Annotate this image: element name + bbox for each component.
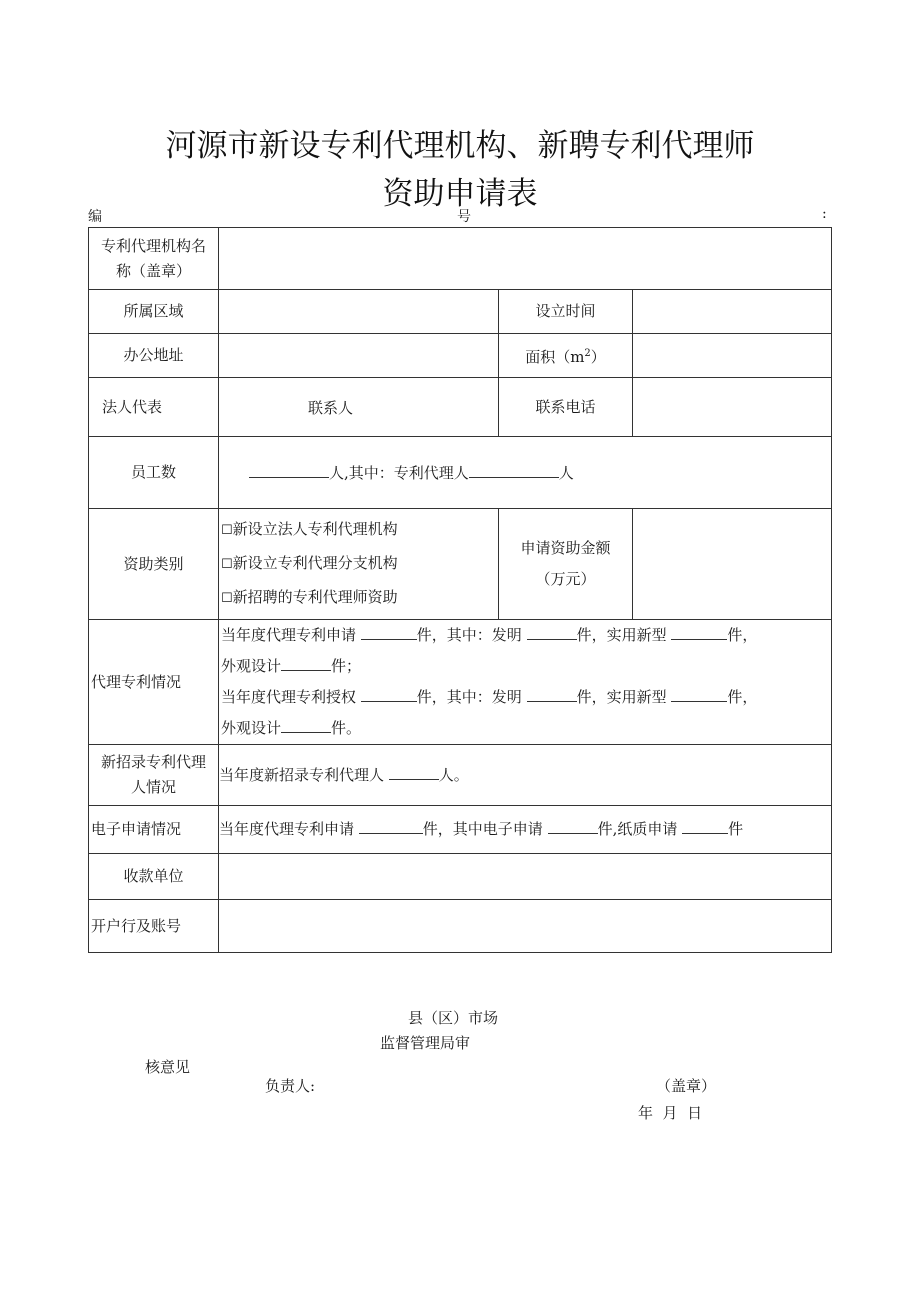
funding-type-label: 资助类别 <box>89 509 219 620</box>
date-label: 年 月 日 <box>638 1104 703 1122</box>
payee-field[interactable] <box>219 854 832 900</box>
serial-label-middle: 号 <box>457 209 471 225</box>
patent-label: 代理专利情况 <box>89 620 219 745</box>
checkbox-icon: ☐ <box>221 523 233 538</box>
established-field[interactable] <box>633 290 832 334</box>
established-label: 设立时间 <box>499 290 633 334</box>
option-new-branch[interactable]: ☐新设立专利代理分支机构 <box>221 554 398 572</box>
address-label: 办公地址 <box>89 334 219 378</box>
address-field[interactable] <box>219 334 499 378</box>
option-new-legal-agency[interactable]: ☐新设立法人专利代理机构 <box>221 520 398 538</box>
region-field[interactable] <box>219 290 499 334</box>
staff-field[interactable]: 人,其中：专利代理人 人 <box>219 437 832 509</box>
patent-field[interactable]: 当年度代理专利申请 件，其中：发明 件，实用新型 件， 外观设计 件； 当年度代理专利授权 件，其中：发明 件，实用新型 件， 外观设计 件。 <box>219 620 832 745</box>
serial-label-right: : <box>822 206 827 222</box>
amount-field[interactable] <box>633 509 832 620</box>
funding-type-options <box>219 509 499 620</box>
serial-number-row <box>88 206 830 226</box>
region-label: 所属区域 <box>89 290 219 334</box>
legal-rep-label: 法人代表 <box>89 378 219 437</box>
staff-label: 员工数 <box>89 437 219 509</box>
agency-name-label: 专利代理机构名 称（盖章） <box>89 228 219 290</box>
agency-name-field[interactable] <box>219 228 832 290</box>
responsible-label: 负责人: <box>265 1077 316 1095</box>
bank-field[interactable] <box>219 900 832 953</box>
review-line1: 县（区）市场 <box>408 1009 499 1027</box>
option-new-agent-hire[interactable]: ☐新招聘的专利代理师资助 <box>221 588 398 606</box>
e-apply-field[interactable]: 当年度代理专利申请 件，其中电子申请 件,纸质申请 件 <box>219 806 832 854</box>
phone-field[interactable] <box>633 378 832 437</box>
e-apply-label: 电子申请情况 <box>89 806 219 854</box>
form-title-line1: 河源市新设专利代理机构、新聘专利代理师 <box>165 128 755 164</box>
phone-label: 联系电话 <box>499 378 633 437</box>
contact-label: 联系人 <box>219 378 499 437</box>
review-line3: 核意见 <box>145 1058 191 1076</box>
new-agent-label: 新招录专利代理 人情况 <box>89 745 219 806</box>
application-form-table <box>88 227 832 953</box>
new-agent-field[interactable]: 当年度新招录专利代理人 人。 <box>219 745 832 806</box>
form-title-line2: 资助申请表 <box>382 176 538 212</box>
serial-label-left: 编 <box>88 209 102 225</box>
amount-label: 申请资助金额 （万元） <box>499 509 633 620</box>
seal-label: （盖章） <box>656 1077 717 1095</box>
payee-label: 收款单位 <box>89 854 219 900</box>
area-field[interactable] <box>633 334 832 378</box>
bank-label: 开户行及账号 <box>89 900 219 953</box>
checkbox-icon: ☐ <box>221 591 233 606</box>
checkbox-icon: ☐ <box>221 557 233 572</box>
area-label: 面积$(m^2)$ <box>499 334 633 378</box>
review-line2: 监督管理局审 <box>380 1034 471 1052</box>
